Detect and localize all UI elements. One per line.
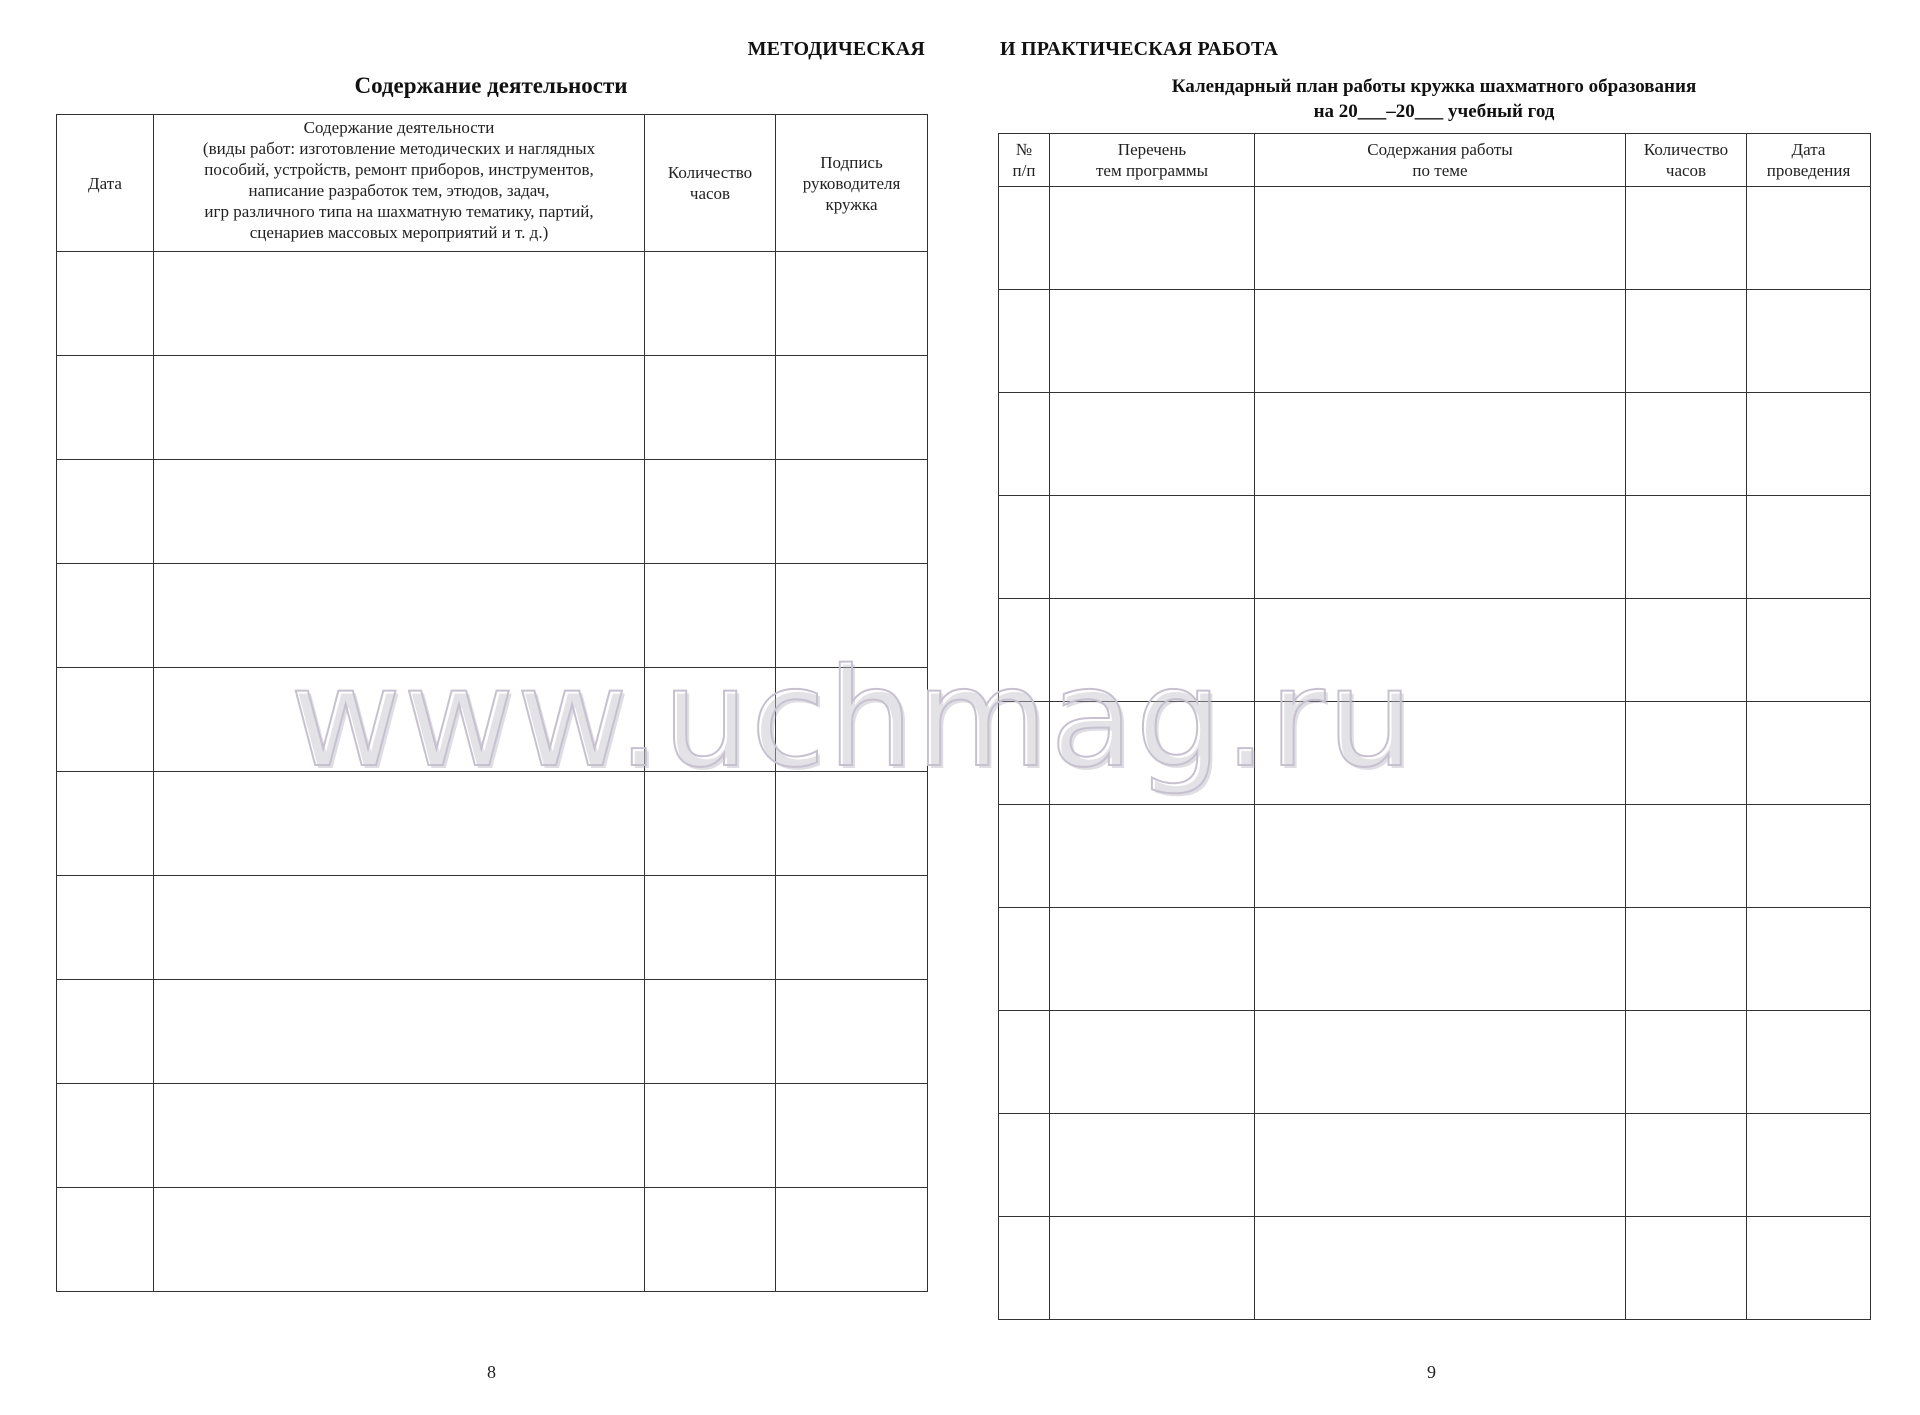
table-row [57, 980, 928, 1084]
header-signature-line: руководителя [802, 173, 901, 193]
number-cell[interactable] [999, 599, 1050, 702]
date-cell[interactable] [1747, 599, 1871, 702]
right-table-body [999, 187, 1871, 1320]
content-cell[interactable] [154, 564, 645, 668]
hours-cell[interactable] [1626, 1114, 1747, 1217]
date-cell[interactable] [57, 1084, 154, 1188]
header-topics-line: тем программы [1095, 161, 1209, 180]
hours-cell[interactable] [1626, 290, 1747, 393]
signature-cell[interactable] [776, 252, 928, 356]
header-content-line: (виды работ: изготовление методических и наглядных [202, 139, 596, 158]
date-cell[interactable] [57, 1188, 154, 1292]
topic-cell[interactable] [1050, 702, 1255, 805]
header-topics-line: Перечень [1117, 140, 1187, 159]
hours-cell[interactable] [645, 1084, 776, 1188]
topic-cell[interactable] [1050, 1011, 1255, 1114]
date-cell[interactable] [1747, 290, 1871, 393]
header-date: Дата [57, 115, 154, 252]
header-date-line: Дата [1791, 140, 1826, 159]
date-cell[interactable] [1747, 1217, 1871, 1320]
table-row [57, 772, 928, 876]
date-cell[interactable] [57, 980, 154, 1084]
content-cell[interactable] [154, 668, 645, 772]
table-row [999, 702, 1871, 805]
header-hours-line: Количество [667, 163, 753, 182]
header-work-line: Содержания работы [1367, 140, 1513, 159]
date-cell[interactable] [1747, 496, 1871, 599]
work-cell[interactable] [1255, 393, 1626, 496]
number-cell[interactable] [999, 290, 1050, 393]
header-date [1747, 134, 1871, 187]
work-cell[interactable] [1255, 599, 1626, 702]
header-hours [645, 115, 776, 252]
date-cell[interactable] [57, 876, 154, 980]
running-head-right: И ПРАКТИЧЕСКАЯ РАБОТА [1000, 38, 1279, 60]
date-cell[interactable] [57, 356, 154, 460]
left-table-body [57, 252, 928, 1292]
date-cell[interactable] [57, 772, 154, 876]
number-cell[interactable] [999, 1217, 1050, 1320]
hours-cell[interactable] [1626, 1011, 1747, 1114]
content-cell[interactable] [154, 1084, 645, 1188]
table-row [999, 1011, 1871, 1114]
table-row [999, 1114, 1871, 1217]
number-cell[interactable] [999, 393, 1050, 496]
topic-cell[interactable] [1050, 1217, 1255, 1320]
signature-cell[interactable] [776, 668, 928, 772]
work-cell[interactable] [1255, 496, 1626, 599]
header-hours [1626, 134, 1747, 187]
work-cell[interactable] [1255, 702, 1626, 805]
date-cell[interactable] [1747, 187, 1871, 290]
table-header-row [999, 134, 1871, 187]
hours-cell[interactable] [645, 876, 776, 980]
date-cell[interactable] [57, 460, 154, 564]
header-topics [1050, 134, 1255, 187]
right-title-line: на 20___–20___ учебный год [1313, 101, 1555, 122]
content-cell[interactable] [154, 1188, 645, 1292]
table-row [999, 496, 1871, 599]
table-row [999, 805, 1871, 908]
header-content-line: игр различного типа на шахматную тематику, партий, [204, 202, 594, 221]
content-cell[interactable] [154, 356, 645, 460]
signature-cell[interactable] [776, 772, 928, 876]
header-work-line: по теме [1412, 161, 1468, 180]
number-cell[interactable] [999, 187, 1050, 290]
signature-cell[interactable] [776, 1084, 928, 1188]
table-row [999, 393, 1871, 496]
signature-cell[interactable] [776, 1188, 928, 1292]
hours-cell[interactable] [645, 1188, 776, 1292]
date-cell[interactable] [57, 252, 154, 356]
date-cell[interactable] [1747, 1114, 1871, 1217]
table-row [57, 460, 928, 564]
table-row [57, 876, 928, 980]
header-content-line: пособий, устройств, ремонт приборов, инструментов, [204, 160, 594, 179]
topic-cell[interactable] [1050, 805, 1255, 908]
topic-cell[interactable] [1050, 290, 1255, 393]
date-cell[interactable] [57, 564, 154, 668]
date-cell[interactable] [1747, 702, 1871, 805]
date-cell[interactable] [57, 668, 154, 772]
right-page-title [998, 74, 1870, 124]
topic-cell[interactable] [1050, 908, 1255, 1011]
hours-cell[interactable] [1626, 1217, 1747, 1320]
watermark-text: www.uchmag.ru [290, 640, 1416, 798]
content-cell[interactable] [154, 252, 645, 356]
work-cell[interactable] [1255, 1217, 1626, 1320]
table-row [999, 1217, 1871, 1320]
signature-cell[interactable] [776, 356, 928, 460]
work-cell[interactable] [1255, 1114, 1626, 1217]
hours-cell[interactable] [645, 252, 776, 356]
right-title-line: Календарный план работы кружка шахматного образования [1171, 76, 1697, 97]
header-number-line: № [1015, 140, 1033, 159]
work-cell[interactable] [1255, 187, 1626, 290]
hours-cell[interactable] [645, 980, 776, 1084]
hours-cell[interactable] [1626, 908, 1747, 1011]
content-cell[interactable] [154, 876, 645, 980]
number-cell[interactable] [999, 1114, 1050, 1217]
table-row [57, 1084, 928, 1188]
table-row [999, 908, 1871, 1011]
hours-cell[interactable] [645, 668, 776, 772]
work-cell[interactable] [1255, 805, 1626, 908]
content-cell[interactable] [154, 460, 645, 564]
header-signature-line: Подпись [820, 152, 883, 172]
activity-content-table [56, 114, 928, 1292]
table-row [57, 668, 928, 772]
left-page-title: Содержание деятельности [354, 73, 628, 98]
header-number-line: п/п [1012, 161, 1036, 180]
running-head-left: МЕТОДИЧЕСКАЯ [747, 38, 925, 60]
table-row [57, 356, 928, 460]
header-date-line: проведения [1766, 161, 1851, 180]
header-activity-content [154, 115, 645, 252]
header-signature-line: кружка [825, 194, 878, 214]
hours-cell[interactable] [1626, 393, 1747, 496]
header-hours-line: Количество [1643, 140, 1729, 159]
signature-cell[interactable] [776, 460, 928, 564]
number-cell[interactable] [999, 496, 1050, 599]
table-row [999, 187, 1871, 290]
table-row [999, 599, 1871, 702]
header-content-line: сценариев массовых мероприятий и т. д.) [249, 223, 549, 242]
header-content-line: Содержание деятельности [303, 118, 495, 137]
topic-cell[interactable] [1050, 496, 1255, 599]
content-cell[interactable] [154, 772, 645, 876]
signature-cell[interactable] [776, 564, 928, 668]
page-number-left: 8 [487, 1362, 496, 1382]
table-row [57, 252, 928, 356]
date-cell[interactable] [1747, 805, 1871, 908]
topic-cell[interactable] [1050, 393, 1255, 496]
number-cell[interactable] [999, 702, 1050, 805]
work-cell[interactable] [1255, 908, 1626, 1011]
date-cell[interactable] [1747, 1011, 1871, 1114]
header-signature [776, 115, 928, 252]
signature-cell[interactable] [776, 980, 928, 1084]
number-cell[interactable] [999, 805, 1050, 908]
hours-cell[interactable] [645, 460, 776, 564]
header-content-line: написание разработок тем, этюдов, задач, [248, 181, 550, 200]
header-work-content [1255, 134, 1626, 187]
hours-cell[interactable] [1626, 805, 1747, 908]
header-hours-line: часов [689, 184, 731, 203]
work-cell[interactable] [1255, 290, 1626, 393]
signature-cell[interactable] [776, 876, 928, 980]
topic-cell[interactable] [1050, 599, 1255, 702]
header-number [999, 134, 1050, 187]
table-row [999, 290, 1871, 393]
hours-cell[interactable] [645, 772, 776, 876]
hours-cell[interactable] [1626, 496, 1747, 599]
number-cell[interactable] [999, 908, 1050, 1011]
header-hours-line: часов [1665, 161, 1707, 180]
topic-cell[interactable] [1050, 1114, 1255, 1217]
hours-cell[interactable] [645, 564, 776, 668]
table-header-row [57, 115, 928, 252]
table-row [57, 564, 928, 668]
date-cell[interactable] [1747, 908, 1871, 1011]
hours-cell[interactable] [1626, 702, 1747, 805]
number-cell[interactable] [999, 1011, 1050, 1114]
hours-cell[interactable] [1626, 599, 1747, 702]
hours-cell[interactable] [645, 356, 776, 460]
hours-cell[interactable] [1626, 187, 1747, 290]
content-cell[interactable] [154, 980, 645, 1084]
table-row [57, 1188, 928, 1292]
page-number-right: 9 [1427, 1362, 1436, 1382]
date-cell[interactable] [1747, 393, 1871, 496]
topic-cell[interactable] [1050, 187, 1255, 290]
work-cell[interactable] [1255, 1011, 1626, 1114]
calendar-plan-table [998, 133, 1871, 1320]
